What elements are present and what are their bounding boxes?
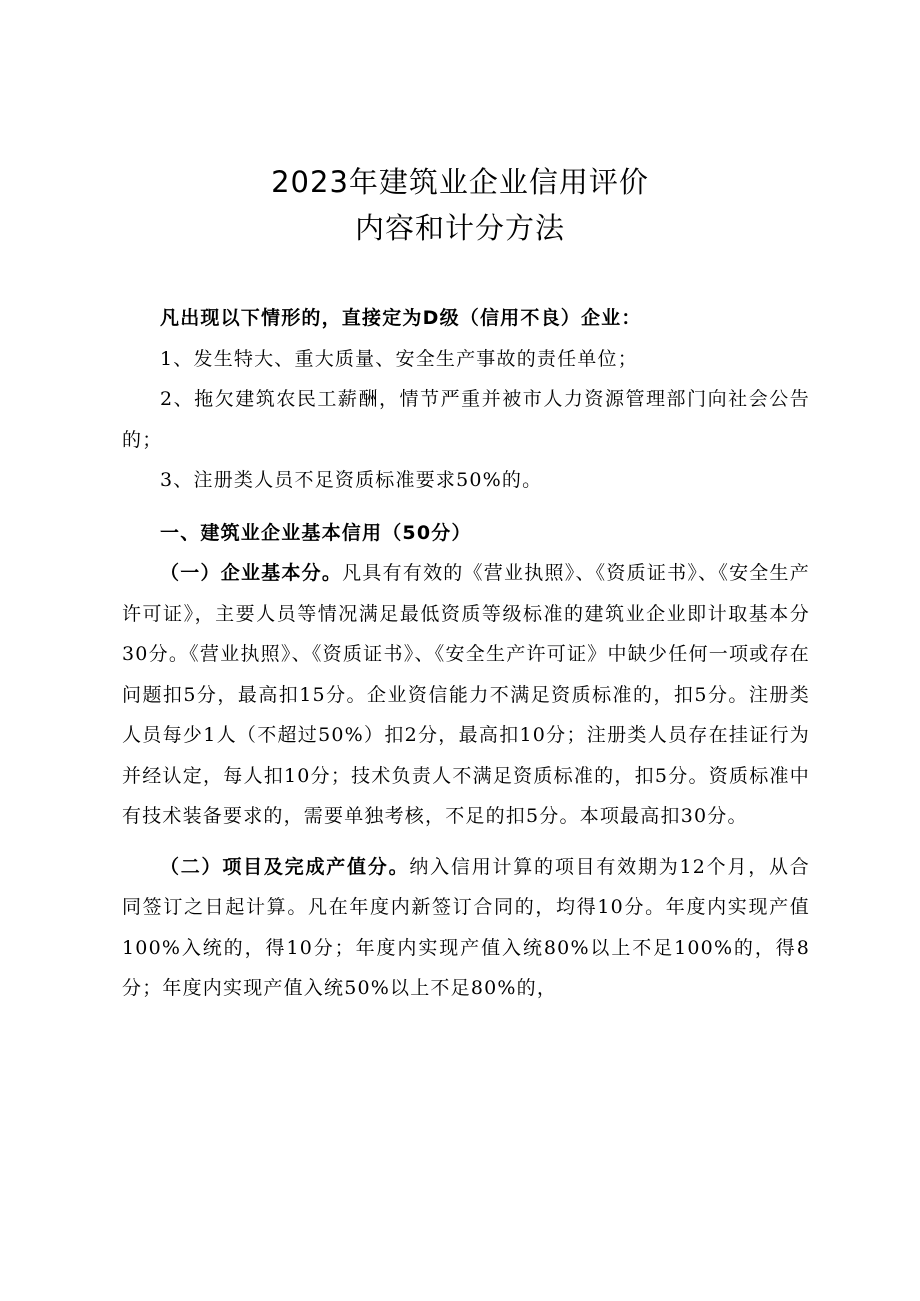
document-title-line-2: 内容和计分方法 (354, 211, 565, 245)
item-1-lead: （一）企业基本分。 (160, 562, 343, 584)
item-1-paragraph (122, 553, 810, 837)
spacer (122, 501, 810, 513)
document-title-line-1: 2023年建筑业企业信用评价 (271, 165, 649, 199)
condition-1: 1、发生特大、重大质量、安全生产事故的责任单位； (160, 347, 638, 370)
condition-2: 2、拖欠建筑农民工薪酬，情节严重并被市人力资源管理部门向社会公告的； (122, 388, 810, 451)
item-1-text: 凡具有有效的《营业执照》、《资质证书》、《安全生产许可证》，主要人员等情况满足最低资质等级标准的建筑业企业即计取基本分30分。《营业执照》、《资质证书》、《安全生产许可证》中缺少任何一项或存在问题扣5分，最高扣15分。企业资信能力不满足资质标准的，扣5分。注册类人员每少1人（不超过50%）扣2分，最高扣10分；注册类人员存在挂证行为并经认定，每人扣10分；技术负责人不满足资质标准的，扣5分。资质标准中有技术装备要求的，需要单独考核，不足的扣5分。本项最高扣30分。 (122, 562, 810, 827)
item-2-lead: （二）项目及完成产值分。 (160, 855, 410, 878)
intro-heading: 凡出现以下情形的，直接定为D级（信用不良）企业： (160, 307, 642, 329)
section-1-heading: 一、建筑业企业基本信用（50分） (160, 521, 472, 544)
spacer (122, 837, 810, 847)
item-2-text: 纳入信用计算的项目有效期为12个月，从合同签订之日起计算。凡在年度内新签订合同的，均得10分。年度内实现产值100%入统的，得10分；年度内实现产值入统80%以上不足100%的，得8分；年度内实现产值入统50%以上不足80%的， (122, 855, 810, 999)
condition-3: 3、注册类人员不足资质标准要求50%的。 (160, 469, 543, 491)
document-body (122, 298, 810, 1009)
item-2-paragraph (122, 847, 810, 1009)
